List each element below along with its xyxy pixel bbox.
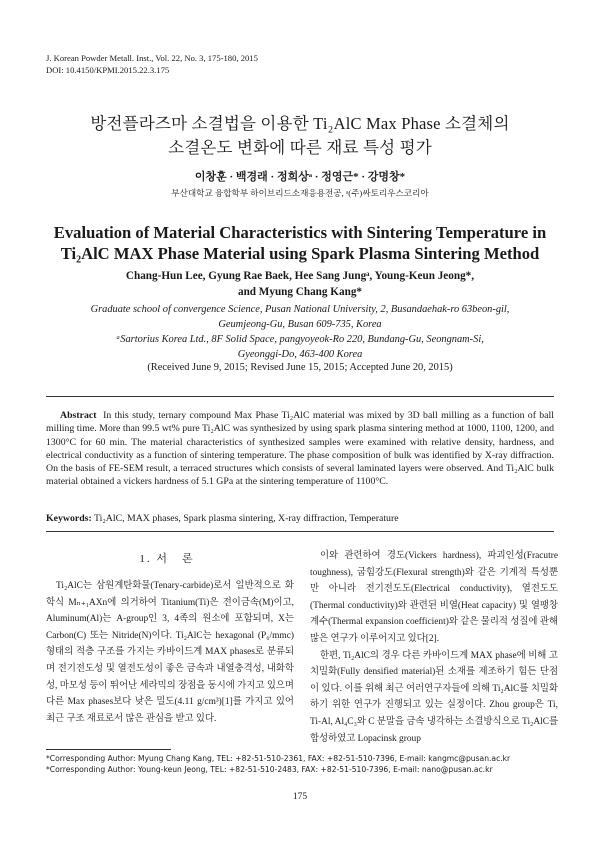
footnote-corresponding-author-2: *Corresponding Author: Young-keun Jeong, TEL: +82-51-510-2483, FAX: +82-51-510-7396, E-mail: nano@pusan.ac.kr bbox=[46, 765, 493, 774]
keywords-label: Keywords: bbox=[46, 513, 92, 524]
abstract-bottom-rule bbox=[46, 531, 554, 532]
english-authors-line1: Chang-Hun Lee, Gyung Rae Baek, Hee Sang Jungᵃ, Young-Keun Jeong*, bbox=[125, 270, 475, 282]
korean-affiliation: 부산대학교 융합학부 하이브리드소재응용전공, ᵃ(주)싸토리우스코리아 bbox=[171, 188, 429, 198]
journal-doi: DOI: 10.4150/KPMI.2015.22.3.175 bbox=[46, 65, 170, 75]
body-column-right bbox=[310, 548, 558, 747]
footnotes bbox=[46, 753, 556, 775]
keywords bbox=[46, 512, 554, 525]
english-title bbox=[0, 222, 600, 264]
body-paragraph: 이와 관련하여 경도(Vickers hardness), 파괴인성(Fracutre toughness), 굽힘강도(Flexural strength)와 같은 기계적 특성뿐만 아니라 전기전도도(Electrical conductivity), 열전도도(Thermal conductivity)와 관련된 비열(Heat capacity) 및 열팽창계수(Thermal expansion coefficient)와 같은 물리적 성질에 관해 많은 연구가 이루어지고 있다[2]. bbox=[310, 551, 558, 644]
body-paragraph: Ti₂AlC는 삼원계탄화물(Tenary-carbide)로서 일반적으로 화학식 Mₙ₊₁AXn에 의거하여 Titanium(Ti)은 전이금속(M)이고, Aluminum(Al)는 A-group인 3, 4족의 원소에 포함되며, X는 Carbon(C) 또는 Nitride(N)이다. Ti₂AlC는 hexagonal (P₆/mmc) 형태의 적층 구조를 가지는 카바이드계 MAX phases로 분류되며 전기전도성 및 열전도성이 좋은 금속과 내열충격성, 내화학성, 마모성 등이 뛰어난 세라믹의 장점을 동시에 가지고 있으며 다른 Max phases보다 낮은 밀도(4.11 g/cm³)[1]를 가지고 있어 최근 구조 재료로서 많은 관심을 받고 있다. bbox=[46, 581, 294, 724]
footnote-rule bbox=[46, 749, 171, 750]
korean-title-line1: 방전플라즈마 소결법을 이용한 Ti₂AlC Max Phase 소결체의 bbox=[90, 114, 510, 133]
body-paragraph: 한편, Ti₂AlC의 경우 다른 카바이드계 MAX phase에 비해 고치밀화(Fully densified material)된 소재를 제조하기 힘든 단점이 있다. 이를 위해 최근 여러연구자들에 의해 Ti₂AlC를 치밀화 하기 위한 연구가 진행되고 있는 실정이다. Zhou group은 Ti, Ti-Al, Al₄C₃와 C 분말을 금속 냉각하는 소결방식으로 Ti₂AlC를 합성하였고 Lopacinsk group bbox=[310, 650, 559, 744]
english-authors bbox=[0, 268, 600, 300]
body-column-left bbox=[46, 578, 294, 727]
received-dates: (Received June 9, 2015; Revised June 15, 2015; Accepted June 20, 2015) bbox=[147, 362, 453, 373]
english-affiliation bbox=[0, 302, 600, 362]
affiliation-line2: Geumjeong-Gu, Busan 609-735, Korea bbox=[218, 319, 382, 330]
korean-authors: 이창훈 · 백경래 · 정희상ᵃ · 정영근* · 강명창* bbox=[194, 171, 406, 183]
english-authors-line2: and Myung Chang Kang* bbox=[237, 286, 363, 298]
affiliation-line1: Graduate school of convergence Science, Pusan National University, 2, Busandaehak-ro 63beon-gil, bbox=[90, 304, 510, 315]
journal-header bbox=[46, 52, 258, 76]
journal-citation: J. Korean Powder Metall. Inst., Vol. 22, No. 3, 175-180, 2015 bbox=[46, 53, 258, 63]
section-heading-introduction: 1. 서 론 bbox=[139, 553, 195, 565]
korean-title bbox=[0, 112, 600, 160]
abstract-top-rule bbox=[46, 396, 554, 397]
keywords-text: Ti₂AlC, MAX phases, Spark plasma sintering, X-ray diffraction, Temperature bbox=[94, 513, 399, 524]
affiliation-line3: ᵃSartorius Korea Ltd., 8F Solid Space, pangyoyeok-Ro 220, Bundang-Gu, Seongnam-Si, bbox=[116, 334, 484, 345]
page-number: 175 bbox=[292, 792, 308, 802]
affiliation-line4: Gyeonggi-Do, 463-400 Korea bbox=[237, 349, 363, 360]
abstract-label: Abstract bbox=[60, 410, 97, 421]
abstract bbox=[46, 409, 554, 489]
abstract-text: In this study, ternary compound Max Phase Ti₂AlC material was mixed by 3D ball milling as a function of ball milling time. More than 99.5 wt% pure Ti₂AlC was synthesized by using spark plasma sintering method at 1000, 1100, 1200, and 1300°C for 60 min. The material characteristics of synthesized samples were examined with relative density, hardness, and electrical conductivity as a function of sintering temperature. The phase composition of bulk was identified by X-ray diffraction. On the basis of FE-SEM result, a terraced structures which consists of several laminated layers were observed. And Ti₂AlC bulk material obtained a vickers hardness of 5.1 GPa at the sintering temperature of 1100°C. bbox=[46, 410, 554, 488]
footnote-corresponding-author-1: *Corresponding Author: Myung Chang Kang, TEL: +82-51-510-2361, FAX: +82-51-510-7396, E-mail: kangmc@pusan.ac.kr bbox=[46, 754, 511, 763]
english-title-line2: Ti₂AlC MAX Phase Material using Spark Plasma Sintering Method bbox=[60, 244, 540, 263]
korean-title-line2: 소결온도 변화에 따른 재료 특성 평가 bbox=[168, 138, 432, 157]
english-title-line1: Evaluation of Material Characteristics with Sintering Temperature in bbox=[53, 223, 547, 242]
